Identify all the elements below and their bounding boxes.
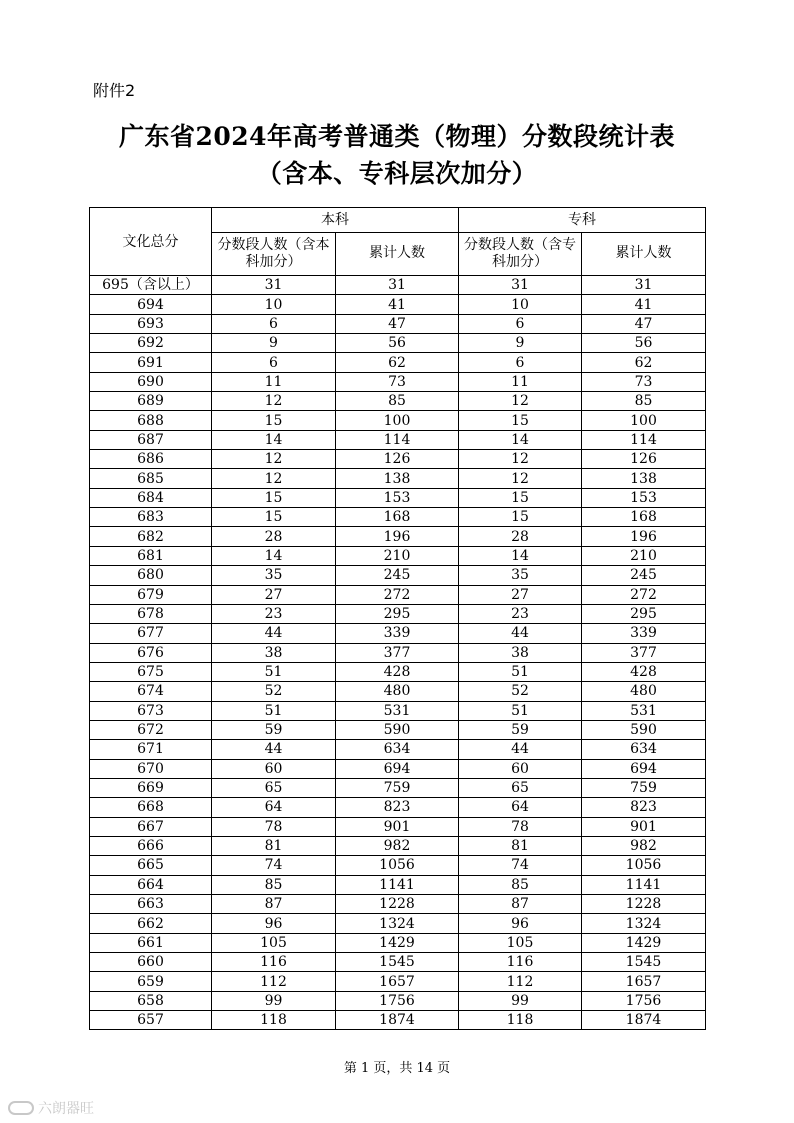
- zhuanke-cumulative-cell: 901: [582, 817, 706, 836]
- table-row: [90, 314, 706, 333]
- score-cell: 675: [90, 662, 212, 681]
- score-cell: 662: [90, 914, 212, 933]
- table-row: [90, 624, 706, 643]
- benke-segment-cell: 51: [212, 701, 336, 720]
- score-cell: 663: [90, 895, 212, 914]
- benke-cumulative-cell: 153: [336, 488, 459, 507]
- score-cell: 685: [90, 469, 212, 488]
- benke-cumulative-cell: 1141: [336, 875, 459, 894]
- col-header-benke-cumulative: 累计人数: [336, 233, 459, 276]
- zhuanke-segment-cell: 6: [459, 353, 582, 372]
- score-cell: 684: [90, 488, 212, 507]
- col-header-score: 文化总分: [90, 208, 212, 276]
- zhuanke-cumulative-cell: 245: [582, 566, 706, 585]
- zhuanke-segment-cell: 118: [459, 1011, 582, 1030]
- benke-segment-cell: 44: [212, 740, 336, 759]
- table-row: [90, 353, 706, 372]
- table-row: [90, 701, 706, 720]
- zhuanke-cumulative-cell: 1141: [582, 875, 706, 894]
- score-cell: 660: [90, 953, 212, 972]
- score-cell: 682: [90, 527, 212, 546]
- benke-segment-cell: 11: [212, 372, 336, 391]
- zhuanke-segment-cell: 52: [459, 682, 582, 701]
- score-cell: 677: [90, 624, 212, 643]
- zhuanke-cumulative-cell: 56: [582, 334, 706, 353]
- table-row: [90, 411, 706, 430]
- benke-cumulative-cell: 1657: [336, 972, 459, 991]
- benke-segment-cell: 64: [212, 798, 336, 817]
- table-row: [90, 933, 706, 952]
- zhuanke-cumulative-cell: 210: [582, 546, 706, 565]
- benke-cumulative-cell: 295: [336, 604, 459, 623]
- benke-segment-cell: 9: [212, 334, 336, 353]
- score-cell: 666: [90, 836, 212, 855]
- document-subtitle: （含本、专科层次加分）: [256, 159, 538, 188]
- zhuanke-segment-cell: 64: [459, 798, 582, 817]
- score-cell: 680: [90, 566, 212, 585]
- zhuanke-cumulative-cell: 694: [582, 759, 706, 778]
- score-cell: 673: [90, 701, 212, 720]
- score-cell: 693: [90, 314, 212, 333]
- benke-segment-cell: 14: [212, 546, 336, 565]
- benke-cumulative-cell: 759: [336, 778, 459, 797]
- zhuanke-cumulative-cell: 1545: [582, 953, 706, 972]
- zhuanke-cumulative-cell: 339: [582, 624, 706, 643]
- score-cell: 688: [90, 411, 212, 430]
- table-row: [90, 643, 706, 662]
- score-cell: 670: [90, 759, 212, 778]
- benke-segment-cell: 60: [212, 759, 336, 778]
- score-cell: 686: [90, 450, 212, 469]
- benke-segment-cell: 78: [212, 817, 336, 836]
- zhuanke-segment-cell: 15: [459, 488, 582, 507]
- table-row: [90, 778, 706, 797]
- table-row: [90, 662, 706, 681]
- watermark-logo-icon: [8, 1101, 34, 1115]
- zhuanke-segment-cell: 81: [459, 836, 582, 855]
- benke-segment-cell: 96: [212, 914, 336, 933]
- benke-segment-cell: 12: [212, 469, 336, 488]
- benke-cumulative-cell: 100: [336, 411, 459, 430]
- zhuanke-segment-cell: 6: [459, 314, 582, 333]
- zhuanke-cumulative-cell: 100: [582, 411, 706, 430]
- table-row: [90, 682, 706, 701]
- zhuanke-cumulative-cell: 759: [582, 778, 706, 797]
- benke-cumulative-cell: 56: [336, 334, 459, 353]
- zhuanke-cumulative-cell: 272: [582, 585, 706, 604]
- benke-segment-cell: 12: [212, 392, 336, 411]
- benke-cumulative-cell: 138: [336, 469, 459, 488]
- zhuanke-cumulative-cell: 295: [582, 604, 706, 623]
- benke-segment-cell: 99: [212, 991, 336, 1010]
- group-header-zhuanke: 专科: [459, 208, 706, 233]
- table-row: [90, 953, 706, 972]
- zhuanke-segment-cell: 12: [459, 450, 582, 469]
- zhuanke-cumulative-cell: 531: [582, 701, 706, 720]
- benke-segment-cell: 14: [212, 430, 336, 449]
- zhuanke-segment-cell: 28: [459, 527, 582, 546]
- zhuanke-cumulative-cell: 1756: [582, 991, 706, 1010]
- zhuanke-cumulative-cell: 196: [582, 527, 706, 546]
- benke-segment-cell: 15: [212, 508, 336, 527]
- score-cell: 664: [90, 875, 212, 894]
- table-row: [90, 817, 706, 836]
- benke-segment-cell: 52: [212, 682, 336, 701]
- benke-cumulative-cell: 1228: [336, 895, 459, 914]
- score-cell: 658: [90, 991, 212, 1010]
- table-body: [90, 276, 706, 1030]
- zhuanke-cumulative-cell: 31: [582, 276, 706, 295]
- zhuanke-cumulative-cell: 634: [582, 740, 706, 759]
- zhuanke-cumulative-cell: 47: [582, 314, 706, 333]
- zhuanke-segment-cell: 31: [459, 276, 582, 295]
- benke-segment-cell: 15: [212, 488, 336, 507]
- benke-segment-cell: 15: [212, 411, 336, 430]
- benke-cumulative-cell: 1429: [336, 933, 459, 952]
- zhuanke-cumulative-cell: 126: [582, 450, 706, 469]
- zhuanke-segment-cell: 27: [459, 585, 582, 604]
- benke-cumulative-cell: 196: [336, 527, 459, 546]
- benke-segment-cell: 27: [212, 585, 336, 604]
- benke-cumulative-cell: 590: [336, 720, 459, 739]
- score-cell: 678: [90, 604, 212, 623]
- zhuanke-cumulative-cell: 114: [582, 430, 706, 449]
- benke-segment-cell: 74: [212, 856, 336, 875]
- score-cell: 671: [90, 740, 212, 759]
- score-cell: 668: [90, 798, 212, 817]
- zhuanke-cumulative-cell: 480: [582, 682, 706, 701]
- zhuanke-segment-cell: 44: [459, 740, 582, 759]
- zhuanke-cumulative-cell: 982: [582, 836, 706, 855]
- zhuanke-segment-cell: 44: [459, 624, 582, 643]
- benke-cumulative-cell: 901: [336, 817, 459, 836]
- benke-segment-cell: 87: [212, 895, 336, 914]
- zhuanke-segment-cell: 15: [459, 411, 582, 430]
- zhuanke-cumulative-cell: 1324: [582, 914, 706, 933]
- benke-cumulative-cell: 272: [336, 585, 459, 604]
- col-header-zhuanke-cumulative: 累计人数: [582, 233, 706, 276]
- score-cell: 674: [90, 682, 212, 701]
- zhuanke-cumulative-cell: 153: [582, 488, 706, 507]
- zhuanke-segment-cell: 51: [459, 662, 582, 681]
- watermark: [8, 1098, 94, 1118]
- score-cell: 695（含以上）: [90, 276, 212, 295]
- benke-cumulative-cell: 1756: [336, 991, 459, 1010]
- zhuanke-cumulative-cell: 85: [582, 392, 706, 411]
- score-cell: 694: [90, 295, 212, 314]
- zhuanke-segment-cell: 78: [459, 817, 582, 836]
- zhuanke-cumulative-cell: 138: [582, 469, 706, 488]
- zhuanke-cumulative-cell: 428: [582, 662, 706, 681]
- zhuanke-segment-cell: 51: [459, 701, 582, 720]
- score-cell: 676: [90, 643, 212, 662]
- col-header-benke-segment: 分数段人数（含本科加分）: [212, 233, 336, 276]
- zhuanke-segment-cell: 87: [459, 895, 582, 914]
- zhuanke-segment-cell: 116: [459, 953, 582, 972]
- table-row: [90, 798, 706, 817]
- zhuanke-cumulative-cell: 1874: [582, 1011, 706, 1030]
- attachment-label: 附件2: [93, 81, 136, 100]
- zhuanke-segment-cell: 9: [459, 334, 582, 353]
- zhuanke-segment-cell: 105: [459, 933, 582, 952]
- score-cell: 661: [90, 933, 212, 952]
- zhuanke-cumulative-cell: 1657: [582, 972, 706, 991]
- score-cell: 659: [90, 972, 212, 991]
- benke-cumulative-cell: 823: [336, 798, 459, 817]
- benke-segment-cell: 59: [212, 720, 336, 739]
- benke-cumulative-cell: 114: [336, 430, 459, 449]
- zhuanke-segment-cell: 99: [459, 991, 582, 1010]
- score-cell: 689: [90, 392, 212, 411]
- benke-segment-cell: 112: [212, 972, 336, 991]
- col-header-zhuanke-segment: 分数段人数（含专科加分）: [459, 233, 582, 276]
- table-row: [90, 991, 706, 1010]
- score-cell: 683: [90, 508, 212, 527]
- table-row: [90, 508, 706, 527]
- zhuanke-segment-cell: 38: [459, 643, 582, 662]
- benke-segment-cell: 44: [212, 624, 336, 643]
- score-cell: 692: [90, 334, 212, 353]
- benke-segment-cell: 31: [212, 276, 336, 295]
- zhuanke-segment-cell: 23: [459, 604, 582, 623]
- score-cell: 690: [90, 372, 212, 391]
- zhuanke-cumulative-cell: 590: [582, 720, 706, 739]
- zhuanke-segment-cell: 74: [459, 856, 582, 875]
- benke-segment-cell: 65: [212, 778, 336, 797]
- score-cell: 672: [90, 720, 212, 739]
- score-cell: 681: [90, 546, 212, 565]
- benke-cumulative-cell: 1874: [336, 1011, 459, 1030]
- table-row: [90, 914, 706, 933]
- table-row: [90, 392, 706, 411]
- benke-cumulative-cell: 245: [336, 566, 459, 585]
- score-cell: 669: [90, 778, 212, 797]
- zhuanke-segment-cell: 59: [459, 720, 582, 739]
- zhuanke-segment-cell: 11: [459, 372, 582, 391]
- document-title: 广东省2024年高考普通类（物理）分数段统计表: [118, 122, 676, 151]
- table-row: [90, 1011, 706, 1030]
- benke-segment-cell: 51: [212, 662, 336, 681]
- table-row: [90, 604, 706, 623]
- zhuanke-segment-cell: 85: [459, 875, 582, 894]
- zhuanke-cumulative-cell: 1228: [582, 895, 706, 914]
- benke-segment-cell: 38: [212, 643, 336, 662]
- benke-cumulative-cell: 73: [336, 372, 459, 391]
- benke-segment-cell: 28: [212, 527, 336, 546]
- table-row: [90, 295, 706, 314]
- benke-segment-cell: 105: [212, 933, 336, 952]
- table-row: [90, 566, 706, 585]
- table-row: [90, 469, 706, 488]
- benke-segment-cell: 10: [212, 295, 336, 314]
- table-row: [90, 334, 706, 353]
- benke-cumulative-cell: 480: [336, 682, 459, 701]
- watermark-text: 六朗器旺: [38, 1101, 94, 1117]
- benke-cumulative-cell: 85: [336, 392, 459, 411]
- zhuanke-segment-cell: 65: [459, 778, 582, 797]
- benke-cumulative-cell: 694: [336, 759, 459, 778]
- benke-cumulative-cell: 1545: [336, 953, 459, 972]
- table-row: [90, 759, 706, 778]
- table-row: [90, 430, 706, 449]
- zhuanke-segment-cell: 15: [459, 508, 582, 527]
- benke-cumulative-cell: 31: [336, 276, 459, 295]
- zhuanke-segment-cell: 60: [459, 759, 582, 778]
- benke-segment-cell: 118: [212, 1011, 336, 1030]
- group-header-benke: 本科: [212, 208, 459, 233]
- table-row: [90, 836, 706, 855]
- zhuanke-segment-cell: 96: [459, 914, 582, 933]
- benke-segment-cell: 116: [212, 953, 336, 972]
- table-row: [90, 372, 706, 391]
- benke-segment-cell: 81: [212, 836, 336, 855]
- table-row: [90, 450, 706, 469]
- benke-segment-cell: 35: [212, 566, 336, 585]
- table-row: [90, 546, 706, 565]
- zhuanke-cumulative-cell: 1056: [582, 856, 706, 875]
- table-row: [90, 856, 706, 875]
- benke-cumulative-cell: 531: [336, 701, 459, 720]
- zhuanke-segment-cell: 10: [459, 295, 582, 314]
- zhuanke-cumulative-cell: 168: [582, 508, 706, 527]
- benke-cumulative-cell: 339: [336, 624, 459, 643]
- benke-cumulative-cell: 634: [336, 740, 459, 759]
- benke-cumulative-cell: 428: [336, 662, 459, 681]
- page-footer: 第 1 页，共 14 页: [343, 1061, 451, 1076]
- benke-cumulative-cell: 62: [336, 353, 459, 372]
- zhuanke-segment-cell: 12: [459, 469, 582, 488]
- zhuanke-cumulative-cell: 73: [582, 372, 706, 391]
- score-distribution-table: [89, 207, 706, 1030]
- table-row: [90, 740, 706, 759]
- benke-segment-cell: 6: [212, 353, 336, 372]
- benke-cumulative-cell: 47: [336, 314, 459, 333]
- benke-cumulative-cell: 126: [336, 450, 459, 469]
- benke-cumulative-cell: 1324: [336, 914, 459, 933]
- table-row: [90, 895, 706, 914]
- zhuanke-segment-cell: 14: [459, 430, 582, 449]
- benke-cumulative-cell: 168: [336, 508, 459, 527]
- benke-segment-cell: 85: [212, 875, 336, 894]
- table-row: [90, 527, 706, 546]
- zhuanke-segment-cell: 12: [459, 392, 582, 411]
- table-row: [90, 972, 706, 991]
- score-cell: 667: [90, 817, 212, 836]
- zhuanke-cumulative-cell: 823: [582, 798, 706, 817]
- benke-cumulative-cell: 982: [336, 836, 459, 855]
- benke-cumulative-cell: 41: [336, 295, 459, 314]
- benke-cumulative-cell: 210: [336, 546, 459, 565]
- zhuanke-cumulative-cell: 62: [582, 353, 706, 372]
- benke-segment-cell: 12: [212, 450, 336, 469]
- score-cell: 657: [90, 1011, 212, 1030]
- benke-segment-cell: 23: [212, 604, 336, 623]
- benke-cumulative-cell: 377: [336, 643, 459, 662]
- table-row: [90, 720, 706, 739]
- zhuanke-segment-cell: 14: [459, 546, 582, 565]
- zhuanke-cumulative-cell: 41: [582, 295, 706, 314]
- score-cell: 691: [90, 353, 212, 372]
- zhuanke-segment-cell: 112: [459, 972, 582, 991]
- zhuanke-cumulative-cell: 377: [582, 643, 706, 662]
- score-cell: 665: [90, 856, 212, 875]
- benke-segment-cell: 6: [212, 314, 336, 333]
- table-row: [90, 875, 706, 894]
- score-cell: 679: [90, 585, 212, 604]
- zhuanke-cumulative-cell: 1429: [582, 933, 706, 952]
- benke-cumulative-cell: 1056: [336, 856, 459, 875]
- table-row: [90, 585, 706, 604]
- score-cell: 687: [90, 430, 212, 449]
- table-row: [90, 276, 706, 295]
- table-row: [90, 488, 706, 507]
- zhuanke-segment-cell: 35: [459, 566, 582, 585]
